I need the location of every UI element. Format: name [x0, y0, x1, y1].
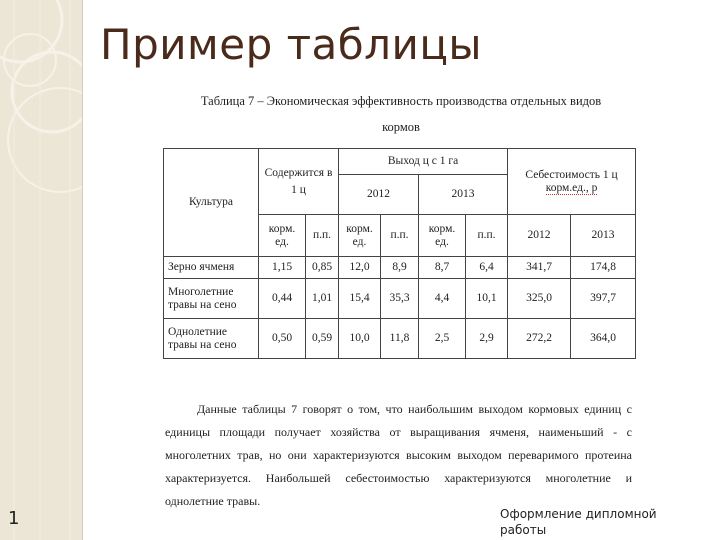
row-crop-name: Многолетние травы на сено [164, 279, 259, 319]
table-cell: 8,7 [419, 257, 466, 279]
table-row [164, 319, 636, 359]
table-cell: 325,0 [508, 279, 571, 319]
header-contains [259, 149, 339, 215]
body-paragraph-text: Данные таблицы 7 говорят о том, что наибольшим выходом кормовых единиц с единицы площади получает хозяйства от выращивания ячменя, наименьший - с многолетних трав, но они характеризуются высоким выходом переваримого протеина характеризуется. Наибольшей себестоимостью характеризуются многолетние и однолетние травы. [165, 402, 632, 508]
header-yield: Выход ц с 1 га [339, 149, 508, 175]
subheader-pp: п.п. [306, 215, 339, 257]
subheader-pp: п.п. [466, 215, 508, 257]
table-cell: 10,0 [339, 319, 381, 359]
table-cell: 397,7 [571, 279, 636, 319]
table-cell: 0,44 [259, 279, 306, 319]
header-contains-label: Содержится в [264, 166, 333, 179]
header-yield-2013: 2013 [419, 175, 508, 215]
header-yield-2012: 2012 [339, 175, 419, 215]
footer-text: Оформление дипломной работы [500, 507, 657, 537]
subheader-cost-2012: 2012 [508, 215, 571, 257]
table-cell: 174,8 [571, 257, 636, 279]
subheader-korm-ed: корм. ед. [339, 215, 381, 257]
table-cell: 8,9 [381, 257, 419, 279]
subheader-korm-ed: корм. ед. [259, 215, 306, 257]
subheader-pp: п.п. [381, 215, 419, 257]
table-row [164, 279, 636, 319]
header-cost [508, 149, 636, 215]
header-cost-unit: корм.ед., р [545, 181, 598, 194]
subheader-cost-2013: 2013 [571, 215, 636, 257]
header-cost-label: Себестоимость 1 ц [525, 168, 618, 181]
table-cell: 0,50 [259, 319, 306, 359]
table-cell: 1,15 [259, 257, 306, 279]
table-cell: 35,3 [381, 279, 419, 319]
table-cell: 10,1 [466, 279, 508, 319]
table-cell: 0,85 [306, 257, 339, 279]
table-cell: 1,01 [306, 279, 339, 319]
table-cell: 0,59 [306, 319, 339, 359]
decorative-sidebar [0, 0, 82, 540]
decorative-circles-graphic [0, 0, 82, 540]
slide-title: Пример таблицы [100, 20, 483, 69]
row-crop-name: Однолетние травы на сено [164, 319, 259, 359]
table-cell: 2,9 [466, 319, 508, 359]
table-cell: 2,5 [419, 319, 466, 359]
table-caption-line2: кормов [382, 120, 420, 134]
header-crop: Культура [164, 149, 259, 257]
table-cell: 364,0 [571, 319, 636, 359]
body-paragraph [165, 398, 632, 513]
sidebar-divider [82, 0, 83, 540]
table-cell: 341,7 [508, 257, 571, 279]
table-caption-line1: Таблица 7 – Экономическая эффективность производства отдельных видов [200, 94, 602, 108]
table-cell: 272,2 [508, 319, 571, 359]
data-table [163, 148, 636, 359]
subheader-korm-ed: корм. ед. [419, 215, 466, 257]
header-contains-unit: 1 ц [291, 183, 306, 196]
table-cell: 15,4 [339, 279, 381, 319]
row-crop-name: Зерно ячменя [164, 257, 259, 279]
page-number: 1 [8, 508, 20, 529]
table-cell: 12,0 [339, 257, 381, 279]
table-cell: 11,8 [381, 319, 419, 359]
table-row [164, 257, 636, 279]
table-caption [165, 88, 637, 140]
table-cell: 6,4 [466, 257, 508, 279]
table-cell: 4,4 [419, 279, 466, 319]
